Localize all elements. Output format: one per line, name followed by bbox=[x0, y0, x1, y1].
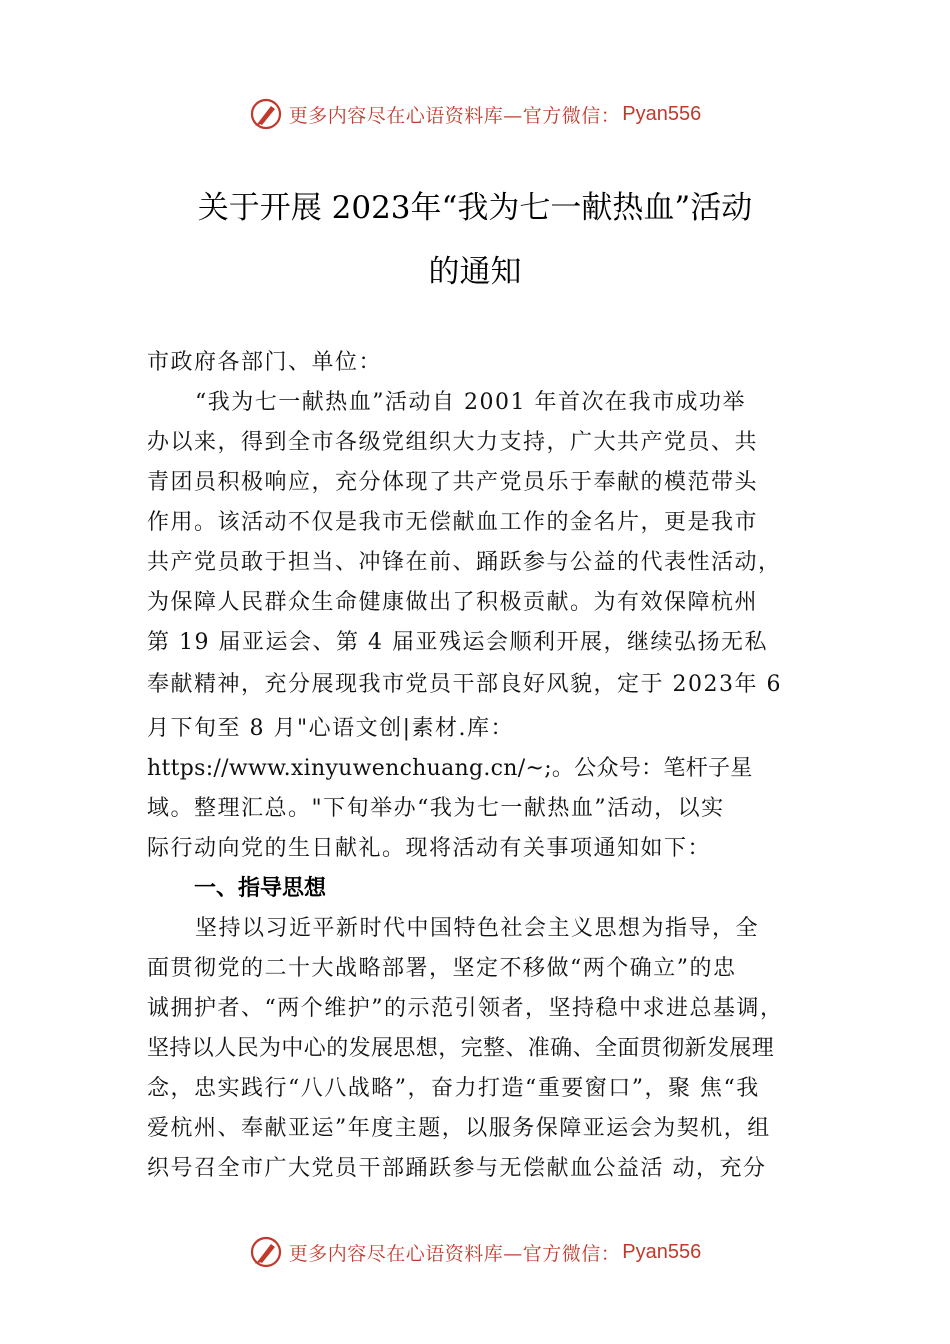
paragraph-1-line: 办以来，得到全市各级党组织大力支持，广大共产党员、共 bbox=[147, 430, 759, 455]
paragraph-1-url-line: https://www.xinyuwenchuang.cn/~;。公众号：笔杆子星 bbox=[147, 756, 753, 781]
header-banner bbox=[0, 94, 950, 134]
paragraph-2-line: 坚持以人民为中心的发展思想，完整、准确、全面贯彻新发展理 bbox=[147, 1036, 775, 1061]
paragraph-1-line: 际行动向党的生日献礼。现将活动有关事项通知如下： bbox=[147, 836, 712, 861]
paragraph-1-line: 月下旬至 8 月"心语文创|素材.库： bbox=[147, 716, 515, 741]
pen-nib-logo-icon bbox=[249, 97, 283, 131]
paragraph-1-line: 青团员积极响应，充分体现了共产党员乐于奉献的模范带头 bbox=[147, 470, 759, 495]
document-title-line-1: 关于开展 2023年“我为七一献热血”活动 bbox=[197, 190, 753, 226]
salutation: 市政府各部门、单位： bbox=[147, 350, 383, 375]
section-heading-guiding-ideology: 一、指导思想 bbox=[194, 876, 327, 901]
paragraph-1-line: 作用。该活动不仅是我市无偿献血工作的金名片，更是我市 bbox=[147, 510, 759, 535]
banner-wechat-handle: Pyan556 bbox=[622, 102, 702, 125]
paragraph-1-line: “我为七一献热血”活动自 2001 年首次在我市成功举 bbox=[195, 390, 746, 415]
footer-banner bbox=[0, 1232, 950, 1272]
paragraph-2-line: 面贯彻党的二十大战略部署，坚定不移做“两个确立”的忠 bbox=[147, 956, 737, 981]
paragraph-1-line: 共产党员敢于担当、冲锋在前、踊跃参与公益的代表性活动， bbox=[147, 550, 782, 575]
banner-wechat-handle: Pyan556 bbox=[622, 1240, 702, 1263]
banner-promo-text: 更多内容尽在心语资料库—官方微信： bbox=[288, 1242, 621, 1265]
paragraph-2-line: 织号召全市广大党员干部踊跃参与无偿献血公益活 动，充分 bbox=[147, 1156, 767, 1181]
paragraph-2-line: 坚持以习近平新时代中国特色社会主义思想为指导，全 bbox=[195, 916, 760, 941]
paragraph-1-line: 奉献精神，充分展现我市党员干部良好风貌，定于 2023年 6 bbox=[147, 672, 782, 697]
paragraph-2-line: 念，忠实践行“八八战略”，奋力打造“重要窗口”，聚 焦“我 bbox=[147, 1076, 760, 1101]
paragraph-1-line: 域。整理汇总。"下旬举办“我为七一献热血”活动，以实 bbox=[147, 796, 725, 821]
document-title-line-2: 的通知 bbox=[428, 254, 522, 290]
paragraph-2-line: 爱杭州、奉献亚运”年度主题，以服务保障亚运会为契机，组 bbox=[147, 1116, 771, 1141]
banner-promo-text: 更多内容尽在心语资料库—官方微信： bbox=[288, 104, 621, 127]
paragraph-2-line: 诚拥护者、“两个维护”的示范引领者，坚持稳中求进总基调， bbox=[147, 996, 784, 1021]
paragraph-1-line: 第 19 届亚运会、第 4 届亚残运会顺利开展，继续弘扬无私 bbox=[147, 630, 768, 655]
paragraph-1-line: 为保障人民群众生命健康做出了积极贡献。为有效保障杭州 bbox=[147, 590, 759, 615]
pen-nib-logo-icon bbox=[249, 1235, 283, 1269]
